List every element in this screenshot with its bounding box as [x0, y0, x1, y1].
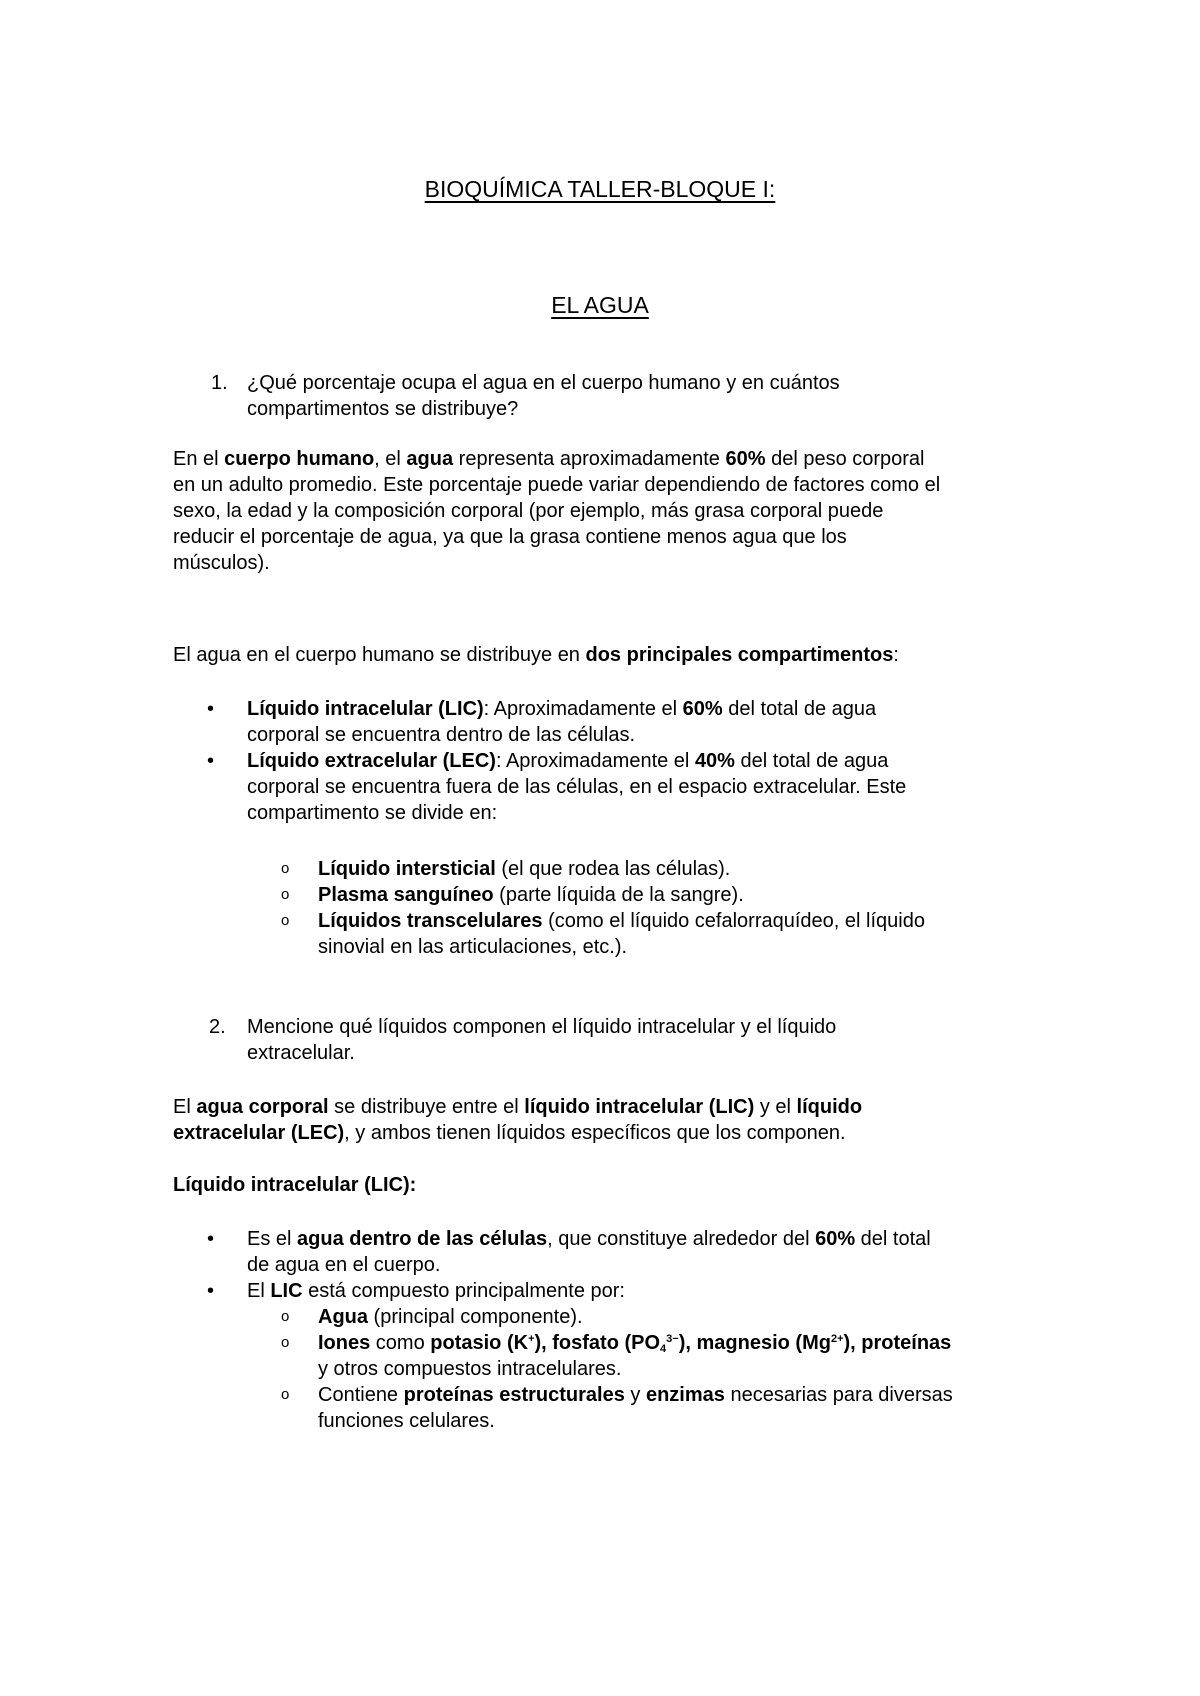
bold-run: agua corporal — [196, 1096, 329, 1118]
text-line: de agua en el cuerpo. — [247, 1254, 441, 1276]
text-run: En el — [173, 448, 225, 470]
sub-bullet-marker: o — [281, 1334, 290, 1351]
text-line: en un adulto promedio. Este porcentaje puede variar dependiendo de factores como el — [173, 474, 941, 496]
bold-run: 60% — [682, 698, 723, 720]
subscript: 4 — [660, 1343, 667, 1355]
sub-item-water — [318, 1304, 583, 1330]
text-line: sinovial en las articulaciones, etc.). — [318, 936, 628, 958]
text-run: se distribuye entre el — [328, 1096, 525, 1118]
paragraph-compartments — [173, 642, 899, 668]
superscript: 3− — [666, 1333, 679, 1345]
text-run: Contiene — [318, 1384, 404, 1406]
text-run: : — [893, 644, 899, 666]
bold-run: líquido — [796, 1096, 863, 1118]
text-run: ), fosfato (PO — [534, 1332, 661, 1354]
text-run: , el — [374, 448, 407, 470]
bold-run: cuerpo humano — [224, 448, 375, 470]
text-run: ), proteínas — [843, 1332, 952, 1354]
superscript: + — [528, 1333, 535, 1345]
sub-bullet-marker: o — [281, 1308, 290, 1325]
question-2-line-2: extracelular. — [247, 1042, 355, 1064]
bold-run: 40% — [694, 750, 735, 772]
text-run: potasio (K — [430, 1332, 529, 1354]
text-run: (parte líquida de la sangre). — [493, 884, 744, 906]
text-run: está compuesto principalmente por: — [302, 1280, 625, 1302]
paragraph-water-percentage — [173, 446, 940, 576]
bold-run: dos principales compartimentos — [585, 644, 894, 666]
text-line: corporal se encuentra dentro de las células. — [247, 724, 636, 746]
text-run: El agua en el cuerpo humano se distribuye en — [173, 644, 586, 666]
bold-run: proteínas estructurales — [403, 1384, 625, 1406]
sub-item-transcellular — [318, 908, 925, 960]
text-run: (el que rodea las células). — [495, 858, 731, 880]
bold-run: 60% — [815, 1228, 856, 1250]
paragraph-body-water — [173, 1094, 862, 1146]
superscript: 2+ — [830, 1333, 844, 1345]
bold-run: LIC — [270, 1280, 303, 1302]
text-line: y otros compuestos intracelulares. — [318, 1358, 622, 1380]
bold-run: Iones — [318, 1332, 371, 1354]
text-line: músculos). — [173, 552, 270, 574]
bold-run: Líquidos transcelulares — [318, 910, 543, 932]
bullet-item-lic-composition — [247, 1278, 625, 1304]
question-1-number: 1. — [211, 372, 228, 394]
text-line: reducir el porcentaje de agua, ya que la grasa contiene menos agua que los — [173, 526, 847, 548]
sub-bullet-marker: o — [281, 1386, 290, 1403]
text-run: y el — [754, 1096, 797, 1118]
question-1-line-2: compartimentos se distribuye? — [247, 398, 519, 420]
text-run: ), magnesio (Mg — [678, 1332, 831, 1354]
sub-bullet-marker: o — [281, 886, 290, 903]
bold-run: extracelular (LEC) — [173, 1122, 345, 1144]
bullet-item-lec — [247, 748, 906, 826]
text-run: , y ambos tienen líquidos específicos que los componen. — [344, 1122, 846, 1144]
question-2-number: 2. — [209, 1016, 226, 1038]
text-line: corporal se encuentra fuera de las células, en el espacio extracelular. Este — [247, 776, 907, 798]
ions-formula — [430, 1332, 951, 1354]
text-run: Es el — [247, 1228, 298, 1250]
bullet-marker: • — [207, 1280, 215, 1302]
sub-item-proteins-enzymes — [318, 1382, 953, 1434]
sub-bullet-marker: o — [281, 860, 290, 877]
question-2-line-1: Mencione qué líquidos componen el líquido intracelular y el líquido — [247, 1016, 837, 1038]
bullet-item-lic — [247, 696, 876, 748]
bold-run: Líquido intracelular (LIC) — [247, 698, 484, 720]
document-title: BIOQUÍMICA TALLER-BLOQUE I: — [424, 176, 776, 202]
text-line: sexo, la edad y la composición corporal (por ejemplo, más grasa corporal puede — [173, 500, 884, 522]
question-1-line-1: ¿Qué porcentaje ocupa el agua en el cuerpo humano y en cuántos — [247, 372, 840, 394]
section-heading-lic: Líquido intracelular (LIC): — [173, 1174, 417, 1196]
text-line: compartimento se divide en: — [247, 802, 498, 824]
bold-run: Líquido extracelular (LEC) — [247, 750, 496, 772]
document-subtitle: EL AGUA — [551, 292, 649, 318]
text-run: del total de agua — [734, 750, 889, 772]
bold-run: 60% — [725, 448, 766, 470]
text-run: El — [247, 1280, 271, 1302]
bullet-marker: • — [207, 698, 215, 720]
text-run: del peso corporal — [765, 448, 925, 470]
bold-run: enzimas — [645, 1384, 725, 1406]
bullet-marker: • — [207, 750, 215, 772]
text-run: del total — [855, 1228, 931, 1250]
bold-run: Plasma sanguíneo — [318, 884, 494, 906]
text-run: : Aproximadamente el — [495, 750, 695, 772]
text-run: como — [370, 1332, 431, 1354]
sub-item-plasma — [318, 882, 744, 908]
sub-item-interstitial — [318, 856, 730, 882]
text-line: funciones celulares. — [318, 1410, 495, 1432]
bullet-marker: • — [207, 1228, 215, 1250]
question-2-text — [247, 1014, 836, 1066]
text-run: (principal componente). — [368, 1306, 583, 1328]
bold-run: Agua — [318, 1306, 368, 1328]
bold-run: agua — [406, 448, 454, 470]
text-run: El — [173, 1096, 197, 1118]
text-run: : Aproximadamente el — [483, 698, 683, 720]
question-1-text — [247, 370, 840, 422]
text-run: y — [624, 1384, 646, 1406]
sub-item-ions — [318, 1330, 951, 1382]
bold-run: Líquido intersticial — [318, 858, 496, 880]
bullet-item-water-inside-cells — [247, 1226, 931, 1278]
text-run: del total de agua — [722, 698, 877, 720]
sub-bullet-marker: o — [281, 912, 290, 929]
text-run: representa aproximadamente — [453, 448, 726, 470]
text-run: (como el líquido cefalorraquídeo, el líquido — [542, 910, 925, 932]
bold-run: líquido intracelular (LIC) — [524, 1096, 755, 1118]
bold-run: agua dentro de las células — [297, 1228, 548, 1250]
text-run: , que constituye alrededor del — [547, 1228, 816, 1250]
text-run: necesarias para diversas — [724, 1384, 953, 1406]
